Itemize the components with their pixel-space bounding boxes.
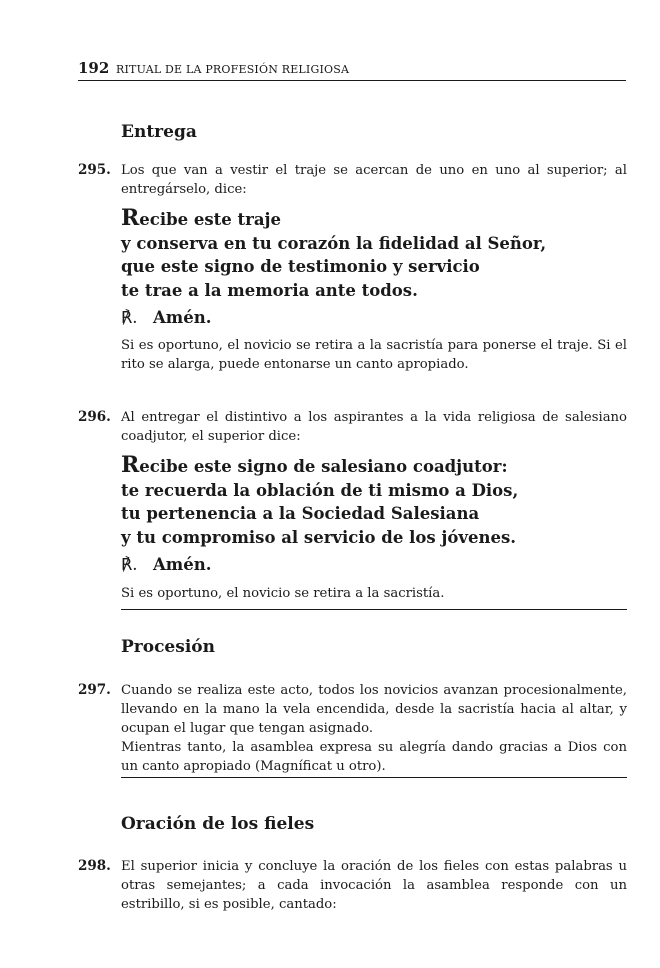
formula-line: te recuerda la oblación de ti mismo a Dios, (121, 480, 519, 500)
paragraph-number-298: 298. (78, 858, 111, 874)
rubric-note-295: Si es oportuno, el novicio se retira a la sacristía para ponerse el traje. Si el rito se alarga, puede entonarse un canto apropiado. (121, 338, 627, 372)
page-number: 192 (78, 59, 110, 77)
rubric-note-296: Si es oportuno, el novicio se retira a la sacristía. (121, 586, 445, 601)
response-symbol: ℟. (121, 555, 138, 574)
section-heading-entrega: Entrega (121, 122, 197, 142)
paragraph-text-298: El superior inicia y concluye la oración de los fieles con estas palabras u otras semejantes; a cada invocación la asamblea responde con un estribillo, si es posible, cantado: (121, 859, 627, 912)
formula-line: y conserva en tu corazón la fidelidad al Señor, (121, 233, 547, 253)
formula-line: tu pertenencia a la Sociedad Salesiana (121, 504, 480, 523)
formula-initial: R (121, 205, 140, 231)
formula-line (121, 454, 627, 479)
formula-line: que este signo de testimonio y servicio (121, 257, 480, 276)
section-divider (121, 609, 627, 610)
paragraph-number-296: 296. (78, 409, 111, 425)
formula-line: te trae a la memoria ante todos. (121, 280, 418, 300)
paragraph-text-296: Al entregar el distintivo a los aspirantes a la vida religiosa de salesiano coadjutor, el superior dice: (121, 410, 627, 444)
paragraph-text-297-part2: Mientras tanto, la asamblea expresa su alegría dando gracias a Dios con un canto apropiado (Magníficat u otro). (121, 740, 627, 774)
running-title: RITUAL DE LA PROFESIÓN RELIGIOSA (116, 63, 350, 76)
section-heading-procesion: Procesión (121, 637, 215, 657)
response-text: Amén. (153, 308, 212, 327)
formula-initial: R (121, 452, 140, 478)
formula-line-rest: ecibe este traje (139, 210, 282, 229)
running-header (78, 60, 626, 81)
formula-line: y tu compromiso al servicio de los jóvenes. (121, 527, 516, 547)
paragraph-text-295: Los que van a vestir el traje se acercan de uno en uno al superior; al entregárselo, dice: (121, 163, 627, 197)
response-296 (121, 555, 212, 574)
formula-line-rest: ecibe este signo de salesiano coadjutor: (139, 457, 508, 476)
paragraph-text-297-part1: Cuando se realiza este acto, todos los novicios avanzan procesionalmente, llevando en la mano la vela encendida, desde la sacristía hacia al altar, y ocupan el lugar que tengan asignado. (121, 683, 627, 736)
paragraph-number-295: 295. (78, 162, 111, 178)
formula-296 (121, 454, 627, 549)
response-295 (121, 308, 212, 327)
section-heading-oracion: Oración de los fieles (121, 814, 315, 834)
formula-line (121, 207, 627, 232)
paragraph-text-297 (121, 681, 627, 776)
response-text: Amén. (153, 555, 212, 574)
response-symbol: ℟. (121, 308, 138, 327)
section-divider (121, 777, 627, 778)
paragraph-number-297: 297. (78, 682, 111, 698)
formula-295 (121, 207, 627, 302)
